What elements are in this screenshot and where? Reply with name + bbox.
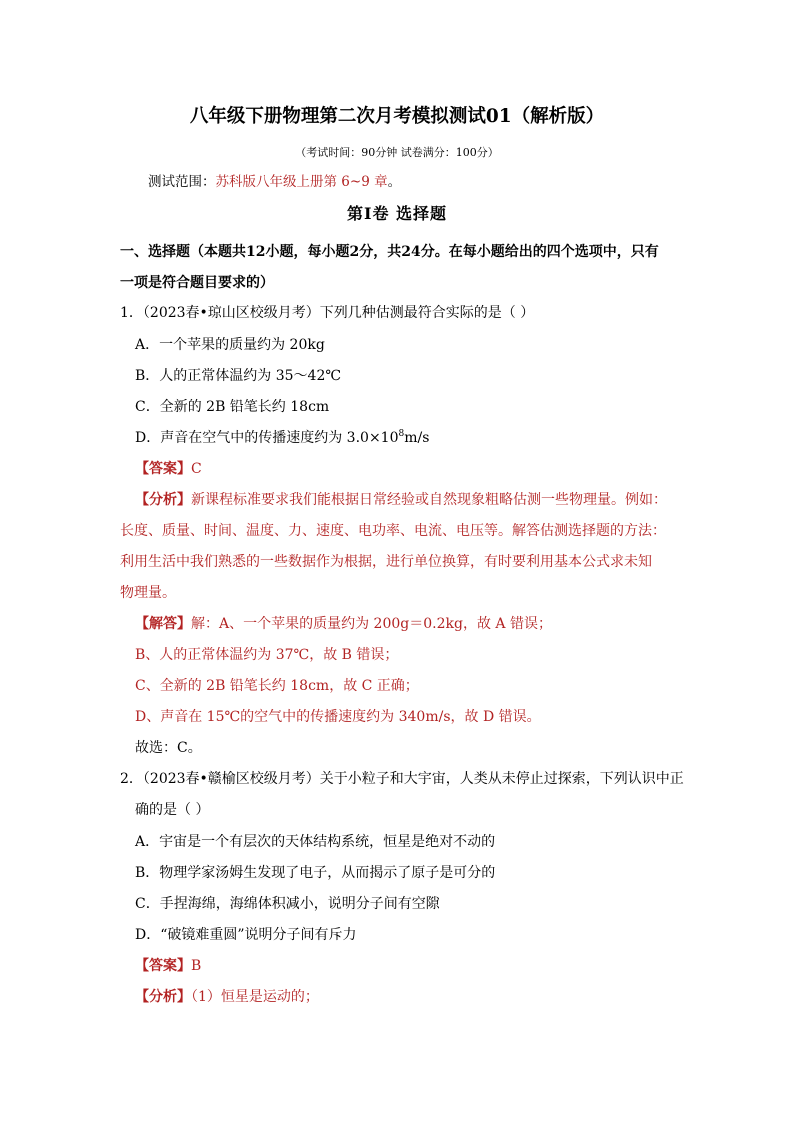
question-1-option-b: B．人的正常体温约为 35～42℃ [135, 368, 342, 384]
test-range [148, 172, 401, 192]
question-2-stem-line1: 2．（2023春•赣榆区校级月考）关于小粒子和大宇宙，人类从未停止过探索，下列认识中正 [120, 771, 684, 787]
section-title: 第Ⅰ卷 选择题 [346, 204, 448, 223]
question-1-analysis-line3: 利用生活中我们熟悉的一些数据作为根据，进行单位换算，有时要利用基本公式求未知 [120, 554, 652, 570]
page-title: 八年级下册物理第二次月考模拟测试01（解析版） [189, 106, 605, 127]
test-range-label: 测试范围： [148, 174, 216, 190]
question-1-solution-line2: B、人的正常体温约为 37℃，故 B 错误； [135, 647, 399, 663]
test-range-end: 。 [387, 174, 402, 190]
question-1-analysis-line2: 长度、质量、时间、温度、力、速度、电功率、电流、电压等。解答估测选择题的方法： [120, 523, 666, 539]
question-1-solution-line4: D、声音在 15℃的空气中的传播速度约为 340m/s，故 D 错误。 [135, 709, 541, 725]
question-1-analysis-line1: 【分析】新课程标准要求我们能根据日常经验或自然现象粗略估测一些物理量。例如： [135, 492, 667, 508]
part-instructions-line1: 一、选择题（本题共12小题，每小题2分，共24分。在每小题给出的四个选项中，只有 [120, 244, 659, 260]
answer-tag: 【答案】 [135, 461, 191, 477]
question-1-option-a: A．一个苹果的质量约为 20kg [135, 337, 325, 353]
test-range-value: 苏科版八年级上册第 6~9 章 [215, 174, 388, 190]
question-1-analysis-line4: 物理量。 [120, 585, 176, 601]
answer-value: C [191, 461, 202, 477]
question-2-option-a: A．宇宙是一个有层次的天体结构系统，恒星是绝对不动的 [135, 834, 496, 850]
question-1-solution-line1: 【解答】解：A、一个苹果的质量约为 200g＝0.2kg，故 A 错误； [135, 616, 552, 632]
question-2-answer: 【答案】B [135, 958, 202, 974]
question-1-option-d: D．声音在空气中的传播速度约为 $3.0\times 10^8m/s$ [135, 429, 430, 446]
question-1-solution-line3: C、全新的 2B 铅笔长约 18cm，故 C 正确； [135, 678, 419, 694]
question-1-option-c: C．全新的 2B 铅笔长约 18cm [135, 399, 330, 415]
solution-tag: 【解答】 [135, 616, 191, 632]
question-2-analysis: 【分析】（1）恒星是运动的； [135, 989, 319, 1005]
analysis-tag: 【分析】 [135, 492, 191, 508]
question-2-option-d: D．“破镜难重圆”说明分子间有斥力 [135, 927, 357, 943]
question-1-choice: 故选：C。 [135, 740, 202, 756]
part-instructions-line2: 一项是符合题目要求的） [120, 275, 274, 291]
question-1-answer [135, 459, 202, 479]
question-2-option-c: C．手捏海绵，海绵体积减小，说明分子间有空隙 [135, 896, 440, 912]
question-2-stem-line2: 确的是（ ） [135, 802, 210, 818]
question-2-option-b: B．物理学家汤姆生发现了电子，从而揭示了原子是可分的 [135, 865, 496, 881]
exam-info: （考试时间：90分钟 试卷满分：100分） [295, 146, 499, 159]
question-1-stem: 1．（2023春•琼山区校级月考）下列几种估测最符合实际的是（ ） [120, 305, 535, 321]
